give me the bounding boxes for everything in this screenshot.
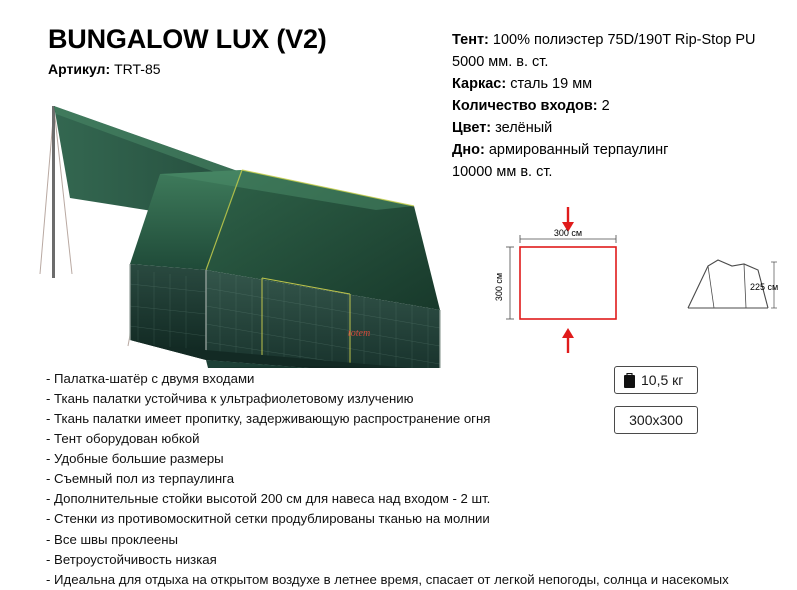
spec-value-floor: армированный терпаулинг [488,142,669,159]
spec-label-floor: Дно: [452,142,485,159]
weight-value: 10,5 кг [641,372,684,388]
spec-label-fabric: Тент: [452,32,489,48]
spec-value-fabric: 100% полиэстер 75D/190T Rip-Stop PU [492,32,756,48]
spec-value-floor-wc: 10000 мм в. ст. [452,164,553,181]
spec-row-fabric [452,30,782,51]
product-photo [10,78,450,368]
list-item: - Идеальна для отдыха на открытом воздухе в летнее время, спасает от легкой непогоды, солнца и насекомых [46,571,729,587]
list-item: - Дополнительные стойки высотой 200 см для навеса над входом - 2 шт. [46,491,491,507]
spec-value-fabric-wc: 5000 мм. в. ст. [452,54,549,71]
spec-row-floor-wc [452,162,782,183]
list-item: - Ветроустойчивость низкая [46,551,217,567]
spec-value-color: зелёный [495,120,553,137]
spec-row-frame [452,74,782,95]
entrance-arrow-bottom [562,328,574,353]
list-item: - Удобные большие размеры [46,451,224,467]
spec-label-color: Цвет: [452,120,492,137]
article-row [48,61,438,77]
top-view-depth-label: 300 см [494,272,504,302]
spec-label-frame: Каркас: [452,76,507,93]
top-view-width-label: 300 см [553,228,583,238]
spec-row-floor [452,140,782,161]
features-list [46,369,786,590]
page-title: BUNGALOW LUX (V2) [48,24,327,54]
spec-value-frame: сталь 19 мм [510,76,593,93]
list-item: - Тент оборудован юбкой [46,431,200,447]
list-item: - Все швы проклеены [46,531,179,547]
side-view-height-label: 225 см [750,282,779,292]
top-view-outline [520,247,616,319]
list-item: - Стенки из противомоскитной сетки продублированы тканью на молнии [46,511,490,527]
spec-row-color [452,118,782,139]
list-item: - Ткань палатки имеет пропитку, задерживающую распространение огня [46,411,491,427]
top-view-diagram [478,205,658,355]
side-view-diagram [684,250,788,320]
list-item: - Ткань палатки устойчива к ультрафиолетовому излучению [46,391,414,407]
article-label: Артикул: [48,61,111,77]
svg-text:totem: totem [348,328,371,339]
tent-illustration [10,78,450,368]
list-item: - Палатка-шатёр с двумя входами [46,371,255,386]
article-value: TRT-85 [114,61,161,77]
list-item: - Съемный пол из терпаулинга [46,471,235,487]
spec-row-fabric-wc [452,52,782,73]
spec-row-entrances [452,96,782,117]
specs-list [452,30,782,184]
size-value: 300x300 [629,412,683,428]
spec-value-entrances: 2 [601,98,610,115]
spec-label-entrances: Количество входов: [452,98,598,115]
title-block [48,24,438,77]
